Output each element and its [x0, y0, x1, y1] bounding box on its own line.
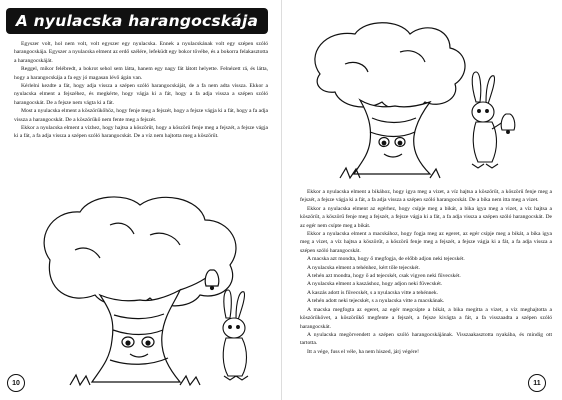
paragraph: Ekkor a nyulacska elment az egérhez, hogy csípje meg a bikát, a bika igya meg a vizet, a víz hajtsa a köszörűt, a köszörű fenje meg a fejszét, a fejsze vágja ki a fát, a fa adja vissza a szépen szóló harangocskát. De az egér nem csípte meg a bikát. [300, 205, 552, 229]
paragraph: Kérlelni kezdte a fát, hogy adja vissza a szépen szóló harangocskáját, de a fa nem adta vissza. Ekkor a nyulacska elment a fejszéhez, és megkérte, hogy vágja ki a fát, hogy a fa adja vissza a szépen szóló harangocskát. De a fejsze nem vágta ki a fát. [14, 83, 268, 106]
rabbit-figure [472, 72, 515, 168]
paragraph: Ekkor a nyulacska elment a bikához, hogy igya meg a vizet, a víz hajtsa a köszörűt, a köszörű fenje meg a fejszét, a fejsze vágja ki a fát, a fa adja vissza a szépen szóló harangocskát. De a bika nem itta meg a vizet. [300, 189, 552, 204]
paragraph: A tehén adott neki tejecskét, s a nyulacska vitte a macskának. [307, 298, 445, 305]
tree-and-rabbit-illustration [30, 190, 270, 390]
paragraph: A tehén azt mondta, hogy ő ad tejecskét, csak vigyen neki fűvecskét. [307, 273, 461, 280]
page-number-left: 10 [7, 374, 25, 392]
page-number-right: 11 [528, 374, 546, 392]
tree-canopy [315, 23, 465, 111]
paragraph: A nyulacska elment a tehénhez, kért tőle tejecskét. [307, 264, 420, 271]
paragraph: A kaszás adott is fűvecskét, s a nyulacska vitte a tehénnek. [307, 289, 439, 296]
paragraph: Ekkor a nyulacska elment a macskához, hogy fogja meg az egeret, az egér csípje meg a bikát, a bika igya meg a vizet, a víz hajtsa a köszörűt, a köszörű fenje meg a fejszét, a fejsze vágja ki a fát, a fa adja vissza a szépen szóló harangocskát. [300, 231, 552, 254]
tree-canopy [44, 197, 236, 306]
paragraph: Ekkor a nyulacska elment a vízhez, hogy hajtsa a köszörűt, hogy a köszörű fenje meg a fejszét, a fejsze vágja ki a fát, a fa adja vissza a szépen szóló harangocskát. De a víz nem hajtotta meg a köszörűt. [14, 125, 268, 140]
bell [205, 270, 219, 286]
paragraph: A macska azt mondta, hogy ő megfogja, de előbb adjon neki tejecskét. [307, 256, 465, 263]
story-title: A nyulacska harangocskája [15, 12, 259, 30]
rabbit-figure [223, 290, 248, 380]
left-story-text [14, 40, 268, 141]
paragraph: Reggel, mikor felébredt, a bokrot sehol sem látta, hanem egy nagy fát látott helyette. Felnézett rá, és látta, hogy a harangocskája a fa egy jó magasan lévő ágán van. [14, 66, 268, 81]
paragraph: Most a nyulacska elment a köszörűkőhöz, hogy fenje meg a fejszét, hogy a fejsze vágja ki a fát, hogy a fa adja vissza a harangocskát. De a köszörűkő nem fente meg a fejszét. [14, 108, 268, 123]
paragraph: A macska megfogta az egeret, az egér megcsípte a bikát, a bika megitta a vizet, a víz meghajtotta a köszörűkövet, a köszörűkő megfente a fejszét, a fejsze kivágta a fát, a fa visszaadta a szépen szóló harangocskát. [300, 306, 552, 330]
paragraph: Itt a vége, fuss el véle, ha nem hiszed, járj végére! [307, 348, 419, 355]
bell [501, 114, 515, 130]
right-story-text [300, 188, 552, 356]
paragraph: Egyszer volt, hol nem volt, volt egyszer egy nyulacska. Ennek a nyulacskának volt egy szépen szóló harangocskája. Egyszer a nyulacska elment az erdő szélére, lefeküdt egy bokor tövébe, és a bokorra felakasztotta a harangocskáját. [14, 41, 268, 64]
paragraph: A nyulacska elment a kaszáshoz, hogy adjon neki fűvecskét. [307, 281, 443, 288]
tree-trunk [92, 290, 180, 382]
tree-rabbit-bell-illustration [300, 14, 555, 184]
title-banner [6, 8, 268, 34]
paragraph: A nyulacska megörvendett a szépen szóló harangocskájának. Visszaakasztotta nyakába, és mindig ott tartotta. [300, 331, 552, 347]
